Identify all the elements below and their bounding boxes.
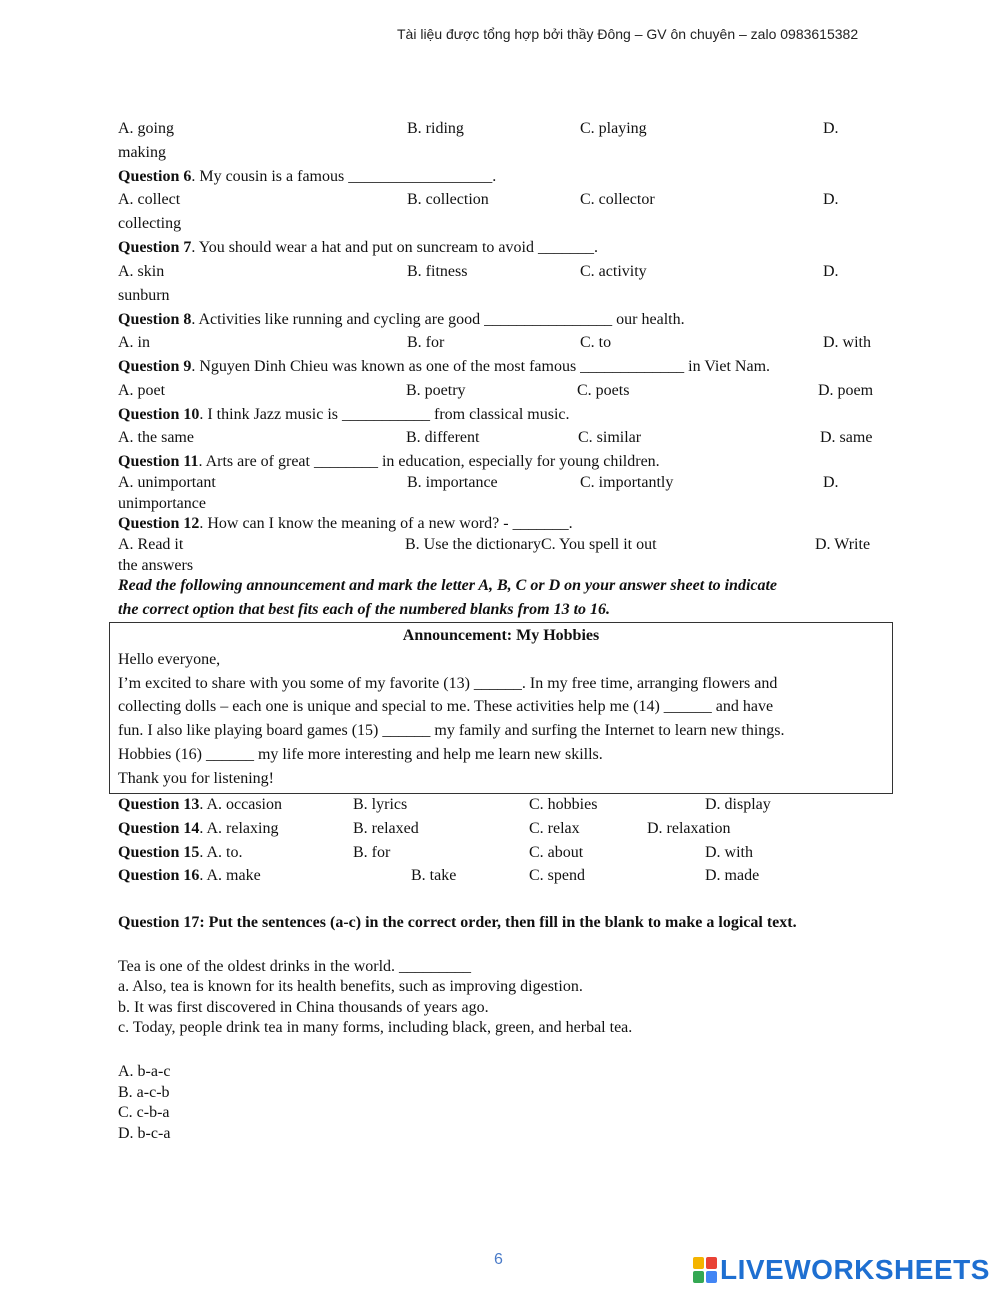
q11-option-d: D.	[823, 474, 839, 491]
q10-option-a: A. the same	[118, 429, 194, 446]
q9-option-c: C. poets	[577, 382, 630, 399]
announcement-line: collecting dolls – each one is unique and special to me. These activities help me (14) ______ and have	[118, 698, 774, 715]
q5-option-d-cont: making	[118, 144, 166, 161]
instruction-line-1: Read the following announcement and mark the letter A, B, C or D on your answer sheet to indicate	[118, 577, 778, 594]
q13-option-a: Question 13. A. occasion	[118, 796, 282, 813]
liveworksheets-brand: LIVEWORKSHEETS	[720, 1254, 990, 1285]
q17-option: A. b-a-c	[118, 1063, 171, 1080]
q15-option-c: C. about	[529, 844, 584, 861]
q16-option-d: D. made	[705, 867, 760, 884]
q14-option-c: C. relax	[529, 820, 580, 837]
q13-option-c: C. hobbies	[529, 796, 598, 813]
q10-option-c: C. similar	[578, 429, 642, 446]
q6-option-c: C. collector	[580, 191, 655, 208]
announcement-line: Thank you for listening!	[118, 770, 274, 787]
q14-option-d: D. relaxation	[647, 820, 731, 837]
q5-option-c: C. playing	[580, 120, 647, 137]
q9-option-a: A. poet	[118, 382, 166, 399]
q16-option-b: B. take	[411, 867, 457, 884]
q7-option-d-cont: sunburn	[118, 287, 170, 304]
q8-option-a: A. in	[118, 334, 150, 351]
q11-option-b: B. importance	[407, 474, 498, 491]
announcement-title: Announcement: My Hobbies	[402, 627, 600, 644]
announcement-line: Hello everyone,	[118, 651, 221, 668]
q6-option-d: D.	[823, 191, 839, 208]
q15-option-a: Question 15. A. to.	[118, 844, 243, 861]
q17-option: C. c-b-a	[118, 1104, 170, 1121]
announcement-line: fun. I also like playing board games (15) ______ my family and surfing the Internet to learn new things.	[118, 722, 785, 739]
q8-option-c: C. to	[580, 334, 612, 351]
q11-option-d-cont: unimportance	[118, 495, 206, 512]
q8-option-b: B. for	[407, 334, 445, 351]
q17-line: Tea is one of the oldest drinks in the world. _________	[118, 958, 472, 975]
q6-option-a: A. collect	[118, 191, 181, 208]
q12-option-d: D. Write	[815, 536, 871, 553]
q5-option-d: D.	[823, 120, 839, 137]
q17-line: a. Also, tea is known for its health benefits, such as improving digestion.	[118, 978, 583, 995]
q7-option-c: C. activity	[580, 263, 647, 280]
page-number: 6	[494, 1251, 503, 1268]
q10-stem: Question 10. I think Jazz music is ___________ from classical music.	[118, 406, 570, 423]
q14-option-a: Question 14. A. relaxing	[118, 820, 279, 837]
q13-option-d: D. display	[705, 796, 771, 813]
q7-option-a: A. skin	[118, 263, 165, 280]
q10-option-d: D. same	[820, 429, 873, 446]
q7-stem: Question 7. You should wear a hat and put on suncream to avoid _______.	[118, 239, 598, 256]
q8-stem: Question 8. Activities like running and cycling are good ________________ our health.	[118, 311, 685, 328]
q5-option-a: A. going	[118, 120, 174, 137]
q15-option-b: B. for	[353, 844, 391, 861]
announcement-line: Hobbies (16) ______ my life more interesting and help me learn new skills.	[118, 746, 603, 763]
q14-option-b: B. relaxed	[353, 820, 419, 837]
q10-option-b: B. different	[406, 429, 480, 446]
q7-option-d: D.	[823, 263, 839, 280]
q12-option-d-cont: the answers	[118, 557, 194, 574]
page-header: Tài liệu được tổng hợp bởi thầy Đông – GV ôn chuyên – zalo 0983615382	[397, 26, 859, 42]
q9-option-d: D. poem	[818, 382, 874, 399]
q16-option-a: Question 16. A. make	[118, 867, 261, 884]
q15-option-d: D. with	[705, 844, 753, 861]
q6-stem: Question 6. My cousin is a famous __________________.	[118, 168, 497, 185]
q6-option-b: B. collection	[407, 191, 489, 208]
q12-stem: Question 12. How can I know the meaning of a new word? - _______.	[118, 515, 573, 532]
q6-option-d-cont: collecting	[118, 215, 182, 232]
liveworksheets-logo[interactable]	[693, 1255, 990, 1285]
q17-line: b. It was first discovered in China thousands of years ago.	[118, 999, 489, 1016]
q17-option: D. b-c-a	[118, 1125, 171, 1142]
q13-option-b: B. lyrics	[353, 796, 408, 813]
q12-option-a: A. Read it	[118, 536, 184, 553]
q17-title: Question 17: Put the sentences (a-c) in the correct order, then fill in the blank to make a logical text.	[118, 914, 797, 931]
q5-option-b: B. riding	[407, 120, 464, 137]
q17-option: B. a-c-b	[118, 1084, 170, 1101]
q11-option-c: C. importantly	[580, 474, 674, 491]
q9-stem: Question 9. Nguyen Dinh Chieu was known as one of the most famous _____________ in Viet Nam.	[118, 358, 771, 375]
q11-option-a: A. unimportant	[118, 474, 216, 491]
liveworksheets-logo-icon	[693, 1257, 717, 1283]
q11-stem: Question 11. Arts are of great ________ in education, especially for young children.	[118, 453, 660, 470]
q8-option-d: D. with	[823, 334, 871, 351]
announcement-line: I’m excited to share with you some of my favorite (13) ______. In my free time, arranging flowers and	[118, 675, 778, 692]
q9-option-b: B. poetry	[406, 382, 466, 399]
q12-option-bc: B. Use the dictionaryC. You spell it out	[405, 536, 657, 553]
q17-line: c. Today, people drink tea in many forms, including black, green, and herbal tea.	[118, 1019, 633, 1036]
q7-option-b: B. fitness	[407, 263, 468, 280]
instruction-line-2: the correct option that best fits each of the numbered blanks from 13 to 16.	[118, 601, 611, 618]
q16-option-c: C. spend	[529, 867, 585, 884]
